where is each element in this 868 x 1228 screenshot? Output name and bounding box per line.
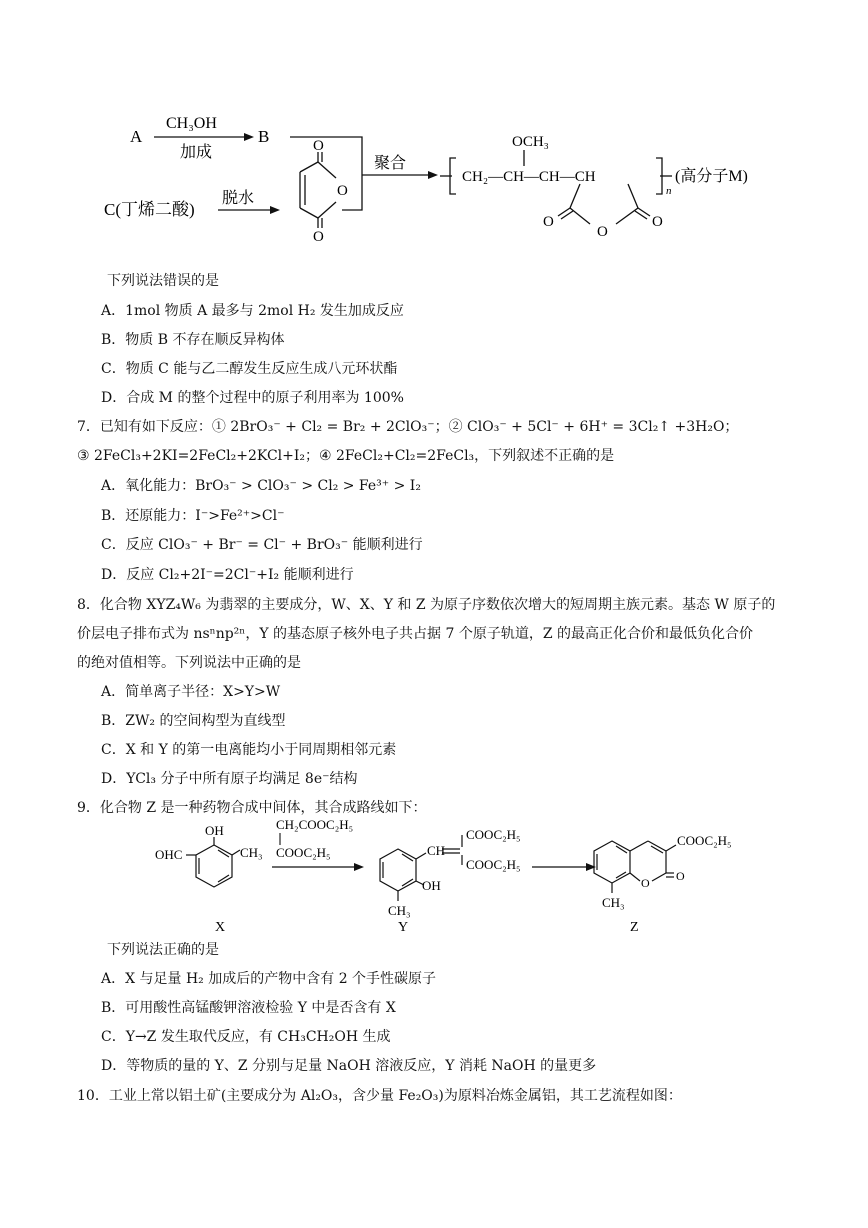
compound-Y-ring	[380, 835, 462, 901]
label-X: X	[215, 920, 226, 935]
y-methyl: CH₃	[388, 903, 411, 918]
q7-option-c: C．反应 ClO₃⁻ + Br⁻ = Cl⁻ + BrO₃⁻ 能顺利进行	[101, 537, 423, 553]
q6-option-b: B．物质 B 不存在顺反异构体	[101, 332, 285, 348]
z-carbonyl-oxygen: O	[676, 869, 685, 883]
polymer-M-structure	[440, 150, 672, 224]
q9-synthesis-route	[0, 815, 868, 940]
q6-option-c: C．物质 C 能与乙二醇发生反应生成八元环状酯	[101, 361, 398, 377]
dehydrate-condition: 脱水	[222, 190, 255, 207]
reagent-ch3oh: CH₃OH	[166, 115, 217, 132]
q7-line2: ③ 2FeCl₃+2KI=2FeCl₂+2KCl+I₂；④ 2FeCl₂+Cl₂=2FeCl₃，下列叙述不正确的是	[77, 448, 615, 464]
polymer-M-name: (高分子M)	[675, 168, 748, 185]
reagent-line2: COOC₂H₅	[276, 845, 331, 860]
q9-line1: 9．化合物 Z 是一种药物合成中间体，其合成路线如下：	[77, 800, 427, 816]
q8-option-b: B．ZW₂ 的空间构型为直线型	[101, 713, 286, 729]
methoxy-group: OCH₃	[512, 134, 549, 150]
addition-condition: 加成	[180, 144, 213, 161]
lactone-ring-o: O	[597, 224, 608, 240]
z-ring-oxygen: O	[641, 876, 650, 890]
lactone-o-left: O	[543, 214, 554, 230]
q10-line1: 10．工业上常以铝土矿(主要成分为 Al₂O₃，含少量 Fe₂O₃)为原料冶炼金属铝，其工艺流程如图：	[77, 1088, 682, 1104]
q8-line1: 8．化合物 XYZ₄W₆ 为翡翠的主要成分，W、X、Y 和 Z 为原子序数依次增大的短周期主族元素。基态 W 原子的	[77, 597, 776, 613]
polymer-synthesis-scheme	[0, 0, 868, 262]
q9-option-c: C．Y→Z 发生取代反应，有 CH₃CH₂OH 生成	[101, 1029, 391, 1045]
anhydride-ring-o: O	[337, 183, 348, 199]
compound-Z-structure	[594, 841, 676, 893]
y-hydroxyl: OH	[422, 878, 441, 893]
z-methyl: CH₃	[602, 895, 625, 910]
label-Z: Z	[630, 920, 639, 935]
q9-option-d: D．等物质的量的 Y、Z 分别与足量 NaOH 溶液反应，Y 消耗 NaOH 的量更多	[101, 1058, 597, 1074]
y-ester-2: COOC₂H₅	[466, 857, 521, 872]
q9-option-b: B．可用酸性高锰酸钾溶液检验 Y 中是否含有 X	[101, 1000, 396, 1016]
q7-option-a: A．氧化能力：BrO₃⁻ > ClO₃⁻ > Cl₂ > Fe³⁺ > I₂	[101, 478, 421, 494]
repeat-n: n	[666, 185, 672, 197]
q9-stem: 下列说法正确的是	[107, 942, 219, 958]
q7-line1: 7．已知有如下反应：① 2BrO₃⁻ + Cl₂ = Br₂ + 2ClO₃⁻；② ClO₃⁻ + 5Cl⁻ + 6H⁺ = 3Cl₂↑ +3H₂O；	[77, 419, 739, 435]
q6-stem: 下列说法错误的是	[107, 273, 219, 289]
z-ester: COOC₂H₅	[677, 833, 732, 848]
q6-option-d: D．合成 M 的整个过程中的原子利用率为 100%	[101, 390, 404, 406]
q8-option-d: D．YCl₃ 分子中所有原子均满足 8e⁻结构	[101, 771, 358, 787]
polymerize-condition: 聚合	[374, 155, 407, 172]
q7-option-b: B．还原能力：I⁻>Fe²⁺>Cl⁻	[101, 508, 285, 524]
maleic-anhydride-structure	[300, 152, 336, 228]
x-aldehyde: OHC	[155, 847, 183, 862]
q8-option-a: A．简单离子半径：X>Y>W	[101, 684, 281, 700]
compound-X-ring	[186, 837, 240, 887]
q9-option-a: A．X 与足量 H₂ 加成后的产物中含有 2 个手性碳原子	[101, 971, 437, 987]
anhydride-carbonyl-o-top: O	[313, 138, 324, 154]
anhydride-carbonyl-o-bottom: O	[313, 229, 324, 245]
x-hydroxyl: OH	[205, 823, 224, 838]
polymer-backbone: CH₂—CH—CH—CH	[462, 169, 596, 185]
compound-A-label: A	[130, 127, 143, 146]
reagent-line1: CH₂COOC₂H₅	[276, 817, 354, 832]
label-Y: Y	[398, 920, 409, 935]
q6-option-a: A．1mol 物质 A 最多与 2mol H₂ 发生加成反应	[101, 303, 404, 319]
q8-line2: 价层电子排布式为 nsⁿnp²ⁿ，Y 的基态原子核外电子共占据 7 个原子轨道，Z 的最高正化合价和最低负化合价	[77, 626, 754, 642]
q8-option-c: C．X 和 Y 的第一电离能均小于同周期相邻元素	[101, 742, 397, 758]
x-methyl: CH₃	[240, 845, 263, 860]
compound-B-label: B	[258, 127, 270, 146]
q7-option-d: D．反应 Cl₂+2I⁻=2Cl⁻+I₂ 能顺利进行	[101, 567, 354, 583]
lactone-o-right: O	[652, 214, 663, 230]
q8-line3: 的绝对值相等。下列说法中正确的是	[77, 655, 301, 671]
compound-C-label: C(丁烯二酸)	[104, 200, 195, 219]
y-ester-1: COOC₂H₅	[466, 827, 521, 842]
y-methine: CH	[427, 843, 446, 858]
